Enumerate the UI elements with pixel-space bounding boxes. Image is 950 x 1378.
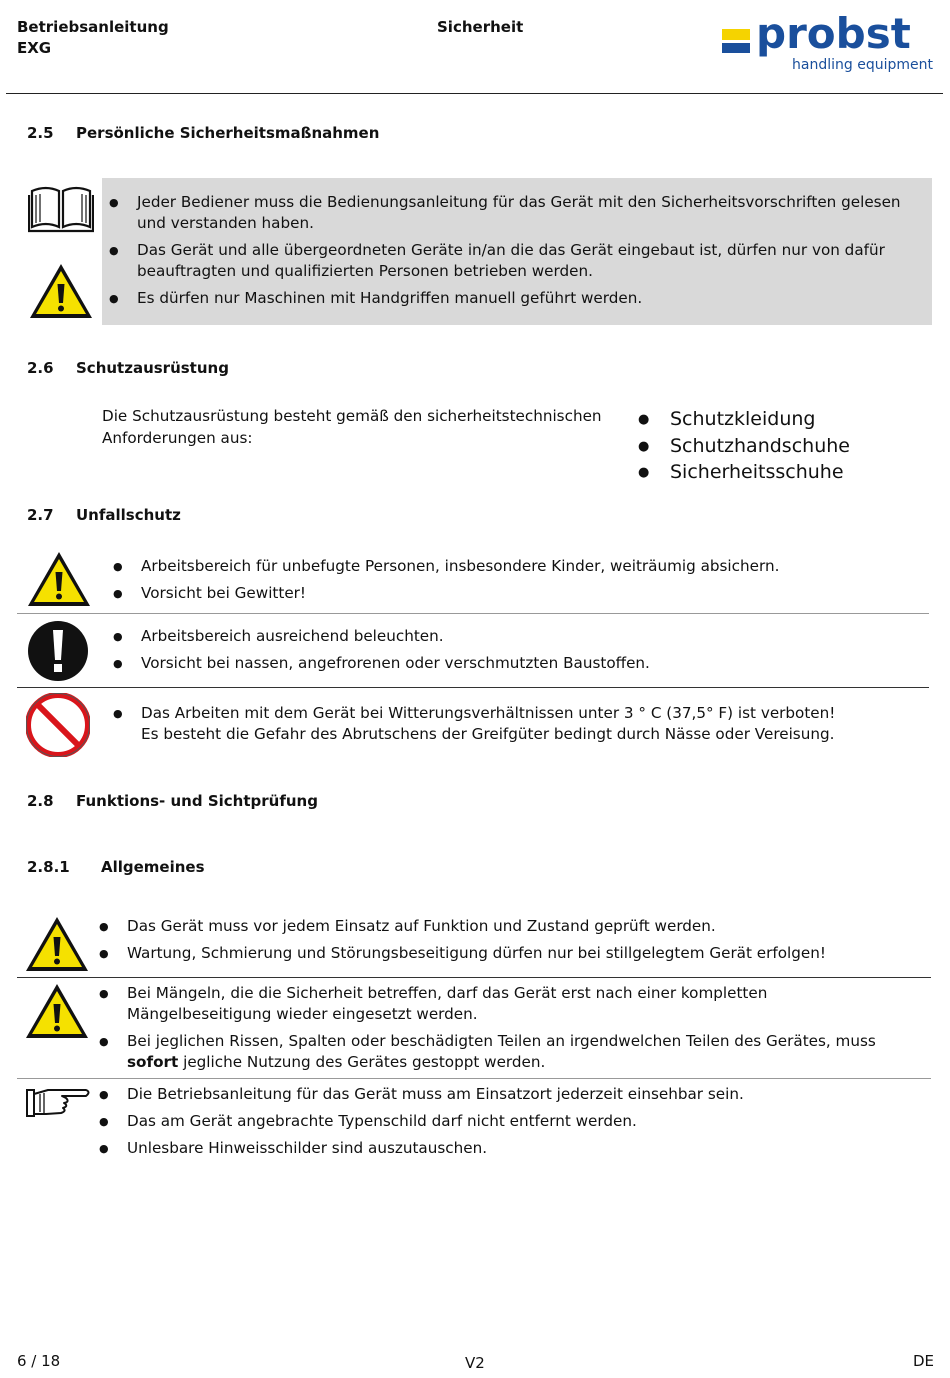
list-item: ● Schutzhandschuhe bbox=[638, 433, 928, 460]
s27-group3 bbox=[113, 703, 923, 745]
text-part: Bei jeglichen Rissen, Spalten oder beschädigten Teilen an irgendwelchen Teilen des Gerätes, muss bbox=[127, 1032, 876, 1050]
version: V2 bbox=[465, 1354, 485, 1372]
s26-equipment-list bbox=[638, 406, 928, 486]
list-item: ● Das am Gerät angebrachte Typenschild darf nicht entfernt werden. bbox=[99, 1111, 914, 1132]
exclamation-circle-icon bbox=[27, 620, 89, 682]
logo-word: probst bbox=[756, 9, 911, 58]
page-number: 6 / 18 bbox=[17, 1352, 61, 1370]
s281-group1-list bbox=[99, 916, 914, 970]
list-item: ● Schutzkleidung bbox=[638, 406, 928, 433]
warning-triangle-icon bbox=[26, 550, 92, 608]
list-item: ● Vorsicht bei Gewitter! bbox=[113, 583, 913, 604]
s281-group3-list bbox=[99, 1084, 914, 1165]
divider bbox=[17, 613, 929, 614]
divider bbox=[17, 687, 929, 688]
divider bbox=[17, 1078, 931, 1079]
logo-blue-bar bbox=[722, 43, 750, 53]
subsection-title: Allgemeines bbox=[101, 858, 205, 876]
book-icon bbox=[28, 183, 94, 233]
list-item bbox=[99, 1031, 914, 1073]
language: DE bbox=[913, 1352, 935, 1370]
doc-title: Betriebsanleitung bbox=[17, 18, 169, 36]
probst-logo bbox=[722, 9, 937, 78]
s281-group2-list bbox=[99, 983, 914, 1079]
section-number: 2.5 bbox=[27, 124, 54, 142]
header-section: Sicherheit bbox=[437, 18, 524, 36]
list-item: ● Das Gerät muss vor jedem Einsatz auf Funktion und Zustand geprüft werden. bbox=[99, 916, 914, 937]
warning-triangle-icon bbox=[24, 915, 90, 973]
section-number: 2.6 bbox=[27, 359, 54, 377]
section-number: 2.7 bbox=[27, 506, 54, 524]
list-item: ● Sicherheitsschuhe bbox=[638, 459, 928, 486]
warning-triangle-icon bbox=[28, 262, 94, 320]
logo-yellow-bar bbox=[722, 29, 750, 40]
list-item-line: Das Arbeiten mit dem Gerät bei Witterungsverhältnissen unter 3 ° C (37,5° F) ist verboten! bbox=[141, 704, 836, 722]
list-item: ● Jeder Bediener muss die Bedienungsanleitung für das Gerät mit den Sicherheitsvorschriften gelesen und verstanden haben. bbox=[109, 192, 919, 234]
list-item: ● Vorsicht bei nassen, angefrorenen oder verschmutzten Baustoffen. bbox=[113, 653, 913, 674]
list-item: ● Arbeitsbereich für unbefugte Personen, insbesondere Kinder, weiträumig absichern. bbox=[113, 556, 913, 577]
list-item: ● Unlesbare Hinweisschilder sind auszutauschen. bbox=[99, 1138, 914, 1159]
list-item: ● Das Gerät und alle übergeordneten Geräte in/an die das Gerät eingebaut ist, dürfen nur von dafür beauftragten und qualifizierten Personen betrieben werden. bbox=[109, 240, 919, 282]
pointing-hand-icon bbox=[26, 1084, 92, 1120]
list-item-line: Es besteht die Gefahr des Abrutschens der Greifgüter bedingt durch Nässe oder Vereisung. bbox=[141, 725, 835, 743]
section-title: Funktions- und Sichtprüfung bbox=[76, 792, 318, 810]
prohibition-icon bbox=[26, 693, 90, 757]
s25-list bbox=[109, 192, 919, 315]
section-number: 2.8 bbox=[27, 792, 54, 810]
header-rule bbox=[6, 93, 943, 94]
list-item: ● Das Arbeiten mit dem Gerät bei Witterungsverhältnissen unter 3 ° C (37,5° F) ist verboten! Es besteht die Gefahr des Abrutschens der Greifgüter bedingt durch Nässe oder Vereisung. bbox=[113, 703, 923, 745]
section-title: Unfallschutz bbox=[76, 506, 181, 524]
subsection-number: 2.8.1 bbox=[27, 858, 70, 876]
s27-group2-list bbox=[113, 626, 913, 680]
section-title: Persönliche Sicherheitsmaßnahmen bbox=[76, 124, 380, 142]
s26-intro: Die Schutzausrüstung besteht gemäß den sicherheitstechnischen Anforderungen aus: bbox=[102, 407, 602, 447]
list-item: ● Wartung, Schmierung und Störungsbeseitigung dürfen nur bei stillgelegtem Gerät erfolgen! bbox=[99, 943, 914, 964]
list-item: ● Bei Mängeln, die die Sicherheit betreffen, darf das Gerät erst nach einer kompletten Mängelbeseitigung wieder eingesetzt werden. bbox=[99, 983, 914, 1025]
emphasis-text: sofort bbox=[127, 1053, 179, 1071]
text-part: jegliche Nutzung des Gerätes gestoppt werden. bbox=[178, 1053, 546, 1071]
logo-subtitle: handling equipment bbox=[792, 57, 933, 73]
list-item: ● Die Betriebsanleitung für das Gerät muss am Einsatzort jederzeit einsehbar sein. bbox=[99, 1084, 914, 1105]
divider bbox=[17, 977, 931, 978]
warning-triangle-icon bbox=[24, 982, 90, 1040]
list-item: ● Es dürfen nur Maschinen mit Handgriffen manuell geführt werden. bbox=[109, 288, 919, 309]
doc-model: EXG bbox=[17, 39, 52, 57]
s27-group1-list bbox=[113, 556, 913, 610]
list-item: ● Arbeitsbereich ausreichend beleuchten. bbox=[113, 626, 913, 647]
section-title: Schutzausrüstung bbox=[76, 359, 229, 377]
